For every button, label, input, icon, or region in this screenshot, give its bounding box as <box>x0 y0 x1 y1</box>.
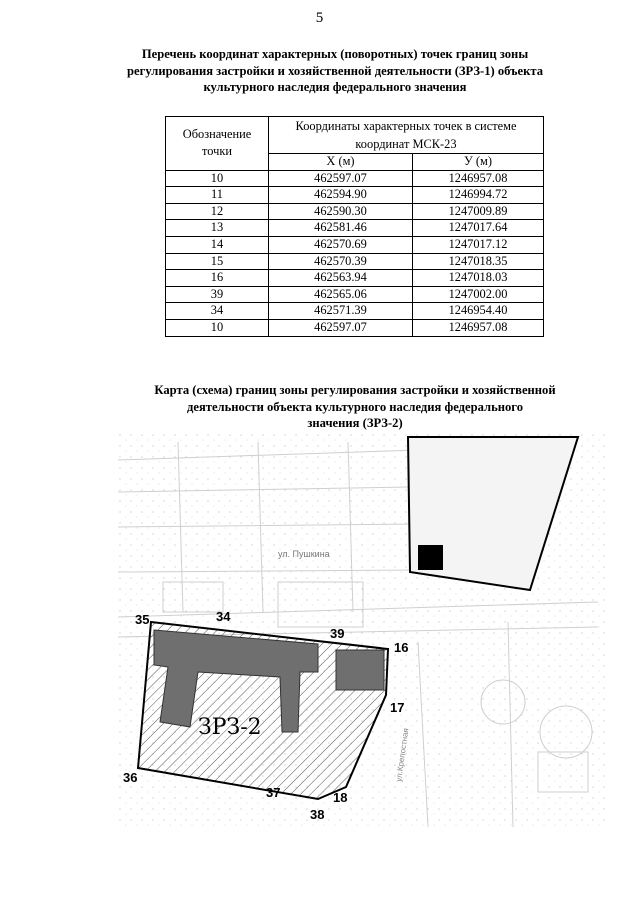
table-row <box>166 187 544 204</box>
coordinates-list-heading <box>90 46 580 96</box>
point-cell: 12 <box>166 203 269 220</box>
heading-line: Карта (схема) границ зоны регулирования застройки и хозяйственной <box>154 383 556 397</box>
point-label-39: 39 <box>330 626 345 641</box>
table-row <box>166 170 544 187</box>
y-cell: 1247017.64 <box>413 220 544 237</box>
street-label-krepostnaya: ул.Крепостная <box>394 727 411 783</box>
point-cell: 15 <box>166 253 269 270</box>
y-cell: 1247002.00 <box>413 286 544 303</box>
x-cell: 462590.30 <box>269 203 413 220</box>
point-header-line: точки <box>201 144 232 159</box>
zone-map <box>118 432 608 827</box>
x-header: X (м) <box>269 154 413 171</box>
x-cell: 462597.07 <box>269 170 413 187</box>
point-cell: 13 <box>166 220 269 237</box>
y-cell: 1246957.08 <box>413 319 544 336</box>
page-number: 5 <box>315 10 324 26</box>
point-label-18: 18 <box>333 790 348 805</box>
point-label-34: 34 <box>216 609 231 624</box>
point-label-36: 36 <box>123 770 138 785</box>
table-row <box>166 270 544 287</box>
table-row <box>166 303 544 320</box>
x-cell: 462570.69 <box>269 236 413 253</box>
y-cell: 1247018.03 <box>413 270 544 287</box>
point-label-37: 37 <box>266 785 281 800</box>
point-cell: 10 <box>166 319 269 336</box>
table-row <box>166 236 544 253</box>
zone-map-svg <box>118 432 608 827</box>
x-cell: 462563.94 <box>269 270 413 287</box>
point-label-35: 35 <box>135 612 150 627</box>
point-label-38: 38 <box>310 807 325 822</box>
y-cell: 1247009.89 <box>413 203 544 220</box>
y-cell: 1246994.72 <box>413 187 544 204</box>
adjacent-building <box>418 545 443 570</box>
heading-line: значения (ЗРЗ-2) <box>307 416 403 430</box>
x-cell: 462570.39 <box>269 253 413 270</box>
table-row <box>166 286 544 303</box>
coords-header-line: Координаты характерных точек в системе <box>295 119 517 133</box>
point-cell: 34 <box>166 303 269 320</box>
heading-line: культурного наследия федерального значения <box>203 80 467 94</box>
table-row <box>166 220 544 237</box>
point-label-17: 17 <box>390 700 405 715</box>
y-cell: 1246954.40 <box>413 303 544 320</box>
x-cell: 462594.90 <box>269 187 413 204</box>
y-cell: 1247018.35 <box>413 253 544 270</box>
y-header: У (м) <box>413 154 544 171</box>
x-cell: 462581.46 <box>269 220 413 237</box>
point-cell: 10 <box>166 170 269 187</box>
coordinates-table <box>165 116 544 337</box>
point-cell: 11 <box>166 187 269 204</box>
coords-header-line: координат МСК-23 <box>355 137 457 151</box>
table-row <box>166 253 544 270</box>
table-row <box>166 203 544 220</box>
zone-label: ЗРЗ-2 <box>198 715 262 740</box>
point-header-line: Обозначение <box>182 127 252 142</box>
heading-line: регулирования застройки и хозяйственной деятельности (ЗРЗ-1) объекта <box>127 63 543 78</box>
y-cell: 1246957.08 <box>413 170 544 187</box>
map-heading <box>105 382 605 432</box>
heading-line: деятельности объекта культурного наследия федерального <box>186 399 523 414</box>
point-cell: 16 <box>166 270 269 287</box>
side-building <box>336 650 384 690</box>
point-header <box>166 117 269 171</box>
x-cell: 462565.06 <box>269 286 413 303</box>
table-row <box>166 319 544 336</box>
coords-header <box>269 117 544 154</box>
y-cell: 1247017.12 <box>413 236 544 253</box>
street-label-pushkina: ул. Пушкина <box>278 549 330 559</box>
heading-line: Перечень координат характерных (поворотных) точек границ зоны <box>141 47 529 61</box>
x-cell: 462597.07 <box>269 319 413 336</box>
point-cell: 39 <box>166 286 269 303</box>
x-cell: 462571.39 <box>269 303 413 320</box>
point-label-16: 16 <box>394 640 409 655</box>
point-cell: 14 <box>166 236 269 253</box>
